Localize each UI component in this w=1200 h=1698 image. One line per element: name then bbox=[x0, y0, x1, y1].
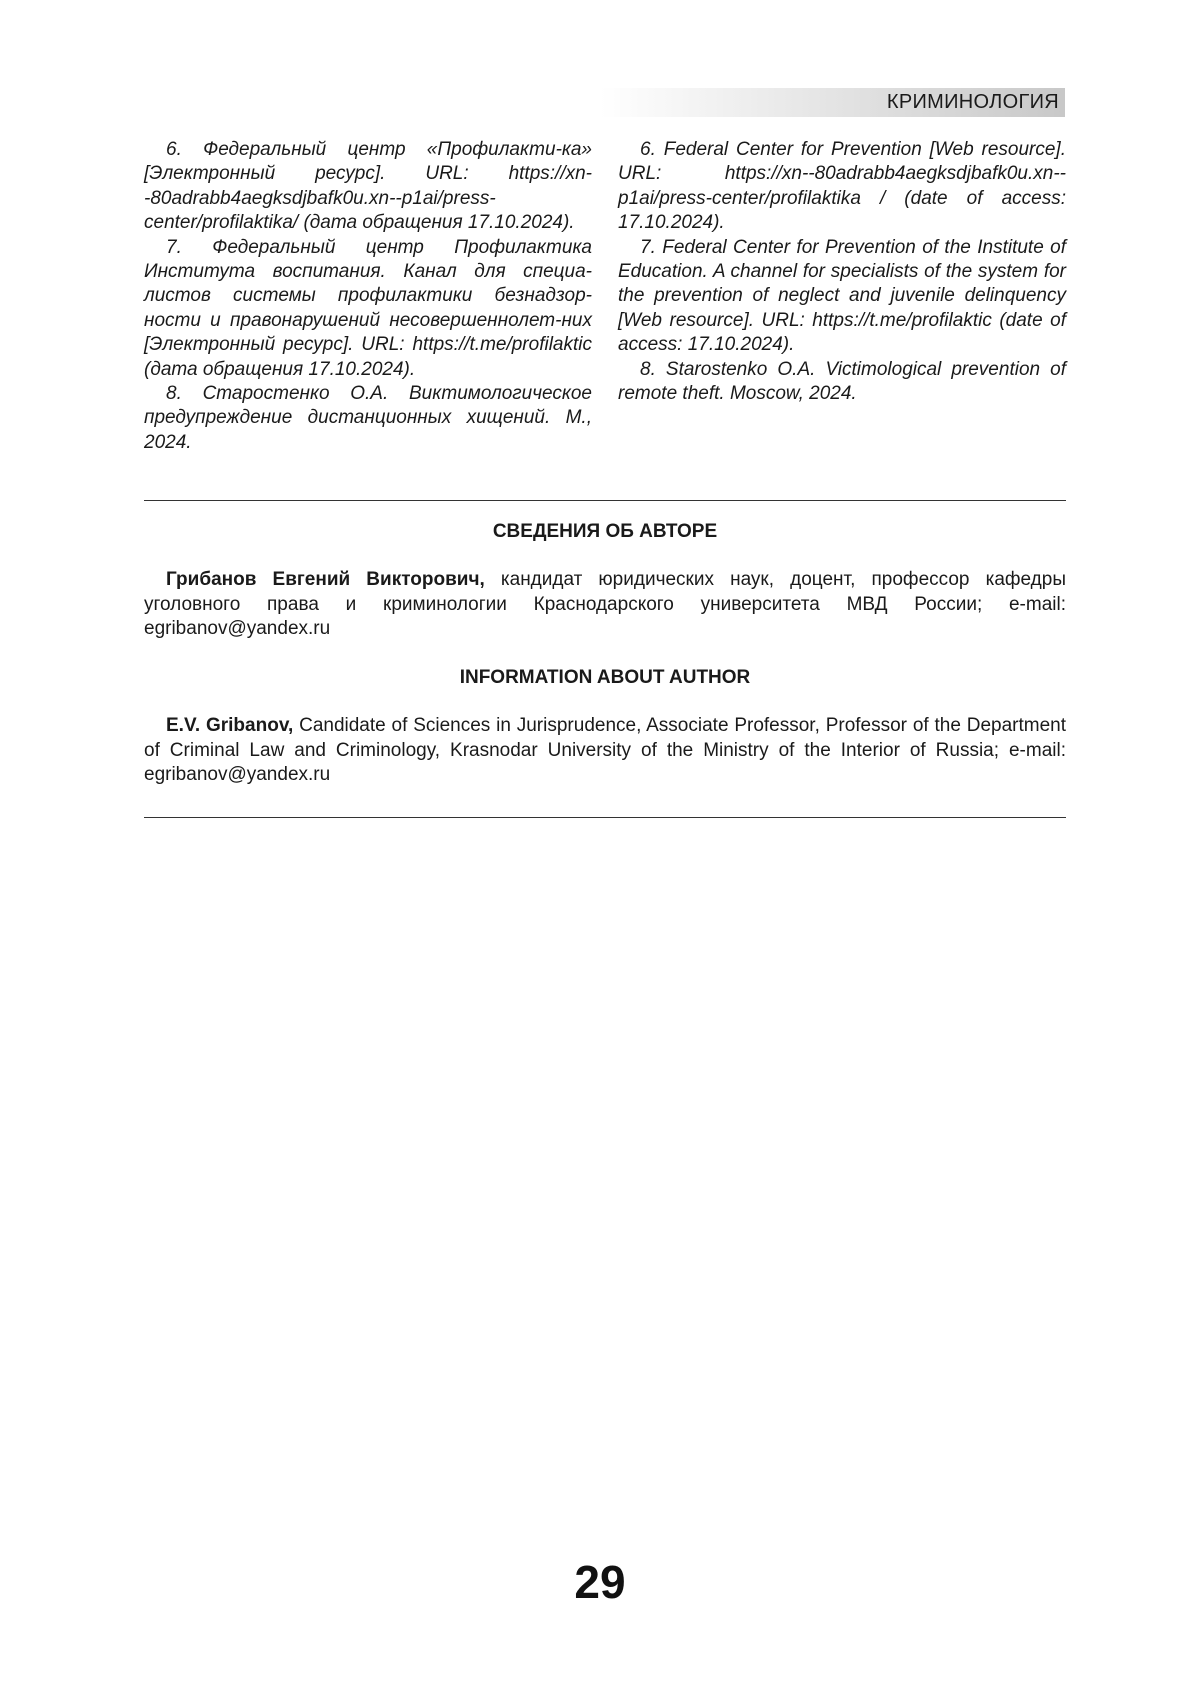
author-name-ru: Грибанов Евгений Викторович, bbox=[166, 569, 485, 590]
reference-ru-8: 8. Старостенко О.А. Виктимологическое предупреждение дистанционных хищений. М., 2024. bbox=[144, 383, 592, 453]
divider-bottom bbox=[144, 817, 1066, 818]
reference-ru-6: 6. Федеральный центр «Профилакти-ка» [Электронный ресурс]. URL: https://xn--80adrabb4aegksdjbafk0u.xn--p1ai/press-center/profilaktika/ (дата обращения 17.10.2024). bbox=[144, 139, 592, 234]
author-details-ru: кандидат юридических наук, доцент, профессор кафедры уголовного права и криминологии Краснодарского университета МВД России; e-mail: egribanov@yandex.ru bbox=[144, 569, 1066, 639]
page-number: 29 bbox=[574, 1556, 626, 1608]
author-info-ru bbox=[144, 568, 1066, 642]
author-info-en bbox=[144, 714, 1066, 788]
author-name-en: E.V. Gribanov, bbox=[166, 715, 294, 736]
section-title: КРИМИНОЛОГИЯ bbox=[886, 91, 1059, 113]
author-info-title-en: INFORMATION ABOUT AUTHOR bbox=[459, 667, 751, 688]
divider-top bbox=[144, 500, 1066, 501]
reference-ru-7: 7. Федеральный центр Профилактика Института воспитания. Канал для специа-листов системы профилактики безнадзор-ности и правонарушений несовершеннолет-них [Электронный ресурс]. URL: https://t.me/profilaktic (дата обращения 17.10.2024). bbox=[144, 236, 592, 380]
reference-en-7: 7. Federal Center for Prevention of the Institute of Education. A channel for specialists of the system for the prevention of neglect and juvenile delinquency [Web resource]. URL: https://t.me/profilaktic (date of access: 17.10.2024). bbox=[618, 236, 1066, 356]
author-details-en: Candidate of Sciences in Jurisprudence, Associate Professor, Professor of the Department of Criminal Law and Criminology, Krasnodar University of the Ministry of the Interior of Russia; e-mail: egribanov@yandex.ru bbox=[144, 715, 1066, 785]
references-columns bbox=[144, 138, 1066, 458]
author-info-title-ru: СВЕДЕНИЯ ОБ АВТОРЕ bbox=[492, 521, 718, 542]
reference-en-8: 8. Starostenko O.A. Victimological prevention of remote theft. Moscow, 2024. bbox=[618, 358, 1066, 405]
references-ru bbox=[144, 138, 592, 455]
reference-en-6: 6. Federal Center for Prevention [Web resource]. URL: https://xn--80adrabb4aegksdjbafk0u.xn--p1ai/press-center/profilaktika / (date of access: 17.10.2024). bbox=[618, 139, 1066, 234]
references-en bbox=[618, 138, 1066, 406]
section-header bbox=[600, 88, 1065, 117]
